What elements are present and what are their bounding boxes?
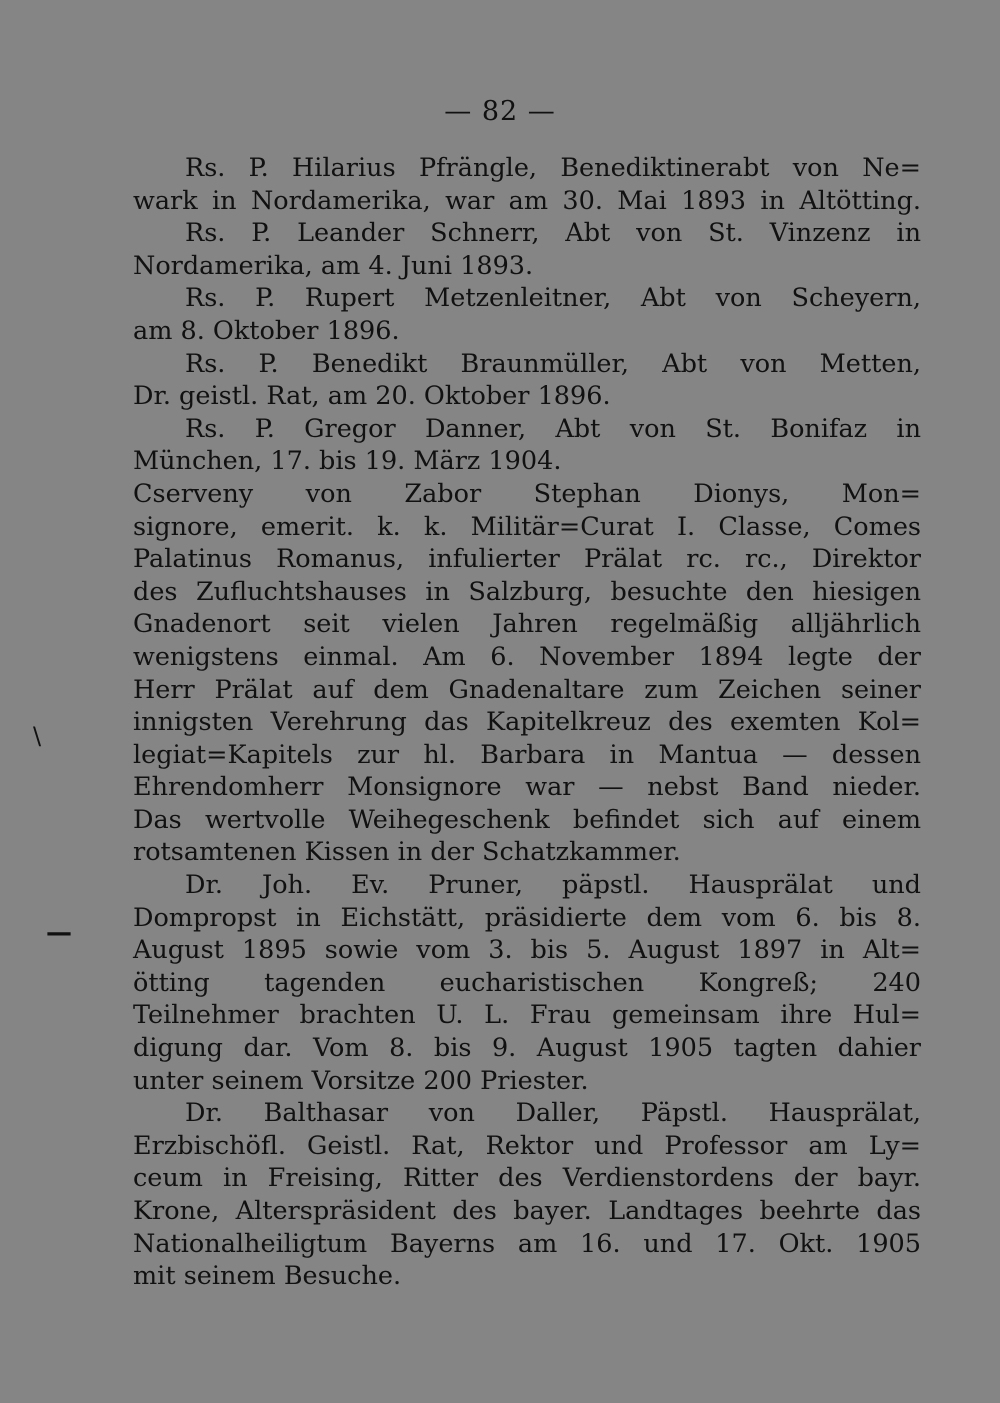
margin-mark: — [46, 918, 72, 948]
text-line: Rs. P. Leander Schnerr, Abt von St. Vinzenz in [185, 218, 921, 249]
text-line: legiat=Kapitels zur hl. Barbara in Mantua — dessen [133, 739, 921, 770]
text-line: München, 17. bis 19. März 1904. [133, 446, 562, 477]
text-line: Rs. P. Gregor Danner, Abt von St. Bonifaz in [185, 413, 921, 444]
text-line: rotsamtenen Kissen in der Schatzkammer. [133, 837, 681, 868]
text-line: August 1895 sowie vom 3. bis 5. August 1897 in Alt= [133, 935, 921, 966]
text-line: Teilnehmer brachten U. L. Frau gemeinsam ihre Hul= [133, 1000, 921, 1031]
text-line: Gnadenort seit vielen Jahren regelmäßig alljährlich [133, 609, 921, 640]
text-line: signore, emerit. k. k. Militär=Curat I. Classe, Comes [133, 511, 921, 542]
body-text [133, 152, 921, 1293]
text-line: Cserveny von Zabor Stephan Dionys, Mon= [133, 478, 921, 509]
text-line: Ehrendomherr Monsignore war — nebst Band nieder. [133, 772, 921, 803]
text-line: Dr. geistl. Rat, am 20. Oktober 1896. [133, 381, 611, 412]
text-line: Palatinus Romanus, infulierter Prälat rc. rc., Direktor [133, 544, 921, 575]
margin-mark: \ [33, 722, 42, 750]
text-line: Dr. Balthasar von Daller, Päpstl. Hausprälat, [185, 1098, 921, 1129]
text-line: Dompropst in Eichstätt, präsidierte dem vom 6. bis 8. [133, 902, 921, 933]
text-line: des Zufluchtshauses in Salzburg, besuchte den hiesigen [133, 576, 921, 607]
text-line: innigsten Verehrung das Kapitelkreuz des exemten Kol= [133, 707, 921, 738]
text-line: Rs. P. Hilarius Pfrängle, Benediktinerabt von Ne= [185, 153, 921, 183]
text-line: Krone, Alterspräsident des bayer. Landtages beehrte das [133, 1196, 921, 1226]
text-line: wark in Nordamerika, war am 30. Mai 1893 in Altötting. [133, 185, 921, 216]
text-line: am 8. Oktober 1896. [133, 315, 400, 346]
text-line: Das wertvolle Weihegeschenk befindet sich auf einem [133, 804, 921, 835]
text-line: mit seinem Besuche. [133, 1261, 402, 1292]
text-line: Nordamerika, am 4. Juni 1893. [133, 250, 534, 281]
text-line: Nationalheiligtum Bayerns am 16. und 17. Okt. 1905 [133, 1228, 921, 1259]
text-line: Rs. P. Benedikt Braunmüller, Abt von Metten, [185, 348, 921, 379]
text-line: Herr Prälat auf dem Gnadenaltare zum Zeichen seiner [133, 674, 921, 705]
text-line: Erzbischöfl. Geistl. Rat, Rektor und Professor am Ly= [133, 1130, 921, 1161]
text-line: wenigstens einmal. Am 6. November 1894 legte der [133, 641, 921, 672]
text-line: digung dar. Vom 8. bis 9. August 1905 tagten dahier [133, 1033, 921, 1064]
text-line: Rs. P. Rupert Metzenleitner, Abt von Scheyern, [185, 283, 921, 314]
text-line: unter seinem Vorsitze 200 Priester. [133, 1065, 589, 1096]
text-line: Dr. Joh. Ev. Pruner, päpstl. Hausprälat und [185, 870, 921, 901]
text-line: ötting tagenden eucharistischen Kongreß; 240 [133, 967, 921, 998]
page-number: — 82 — [444, 96, 556, 127]
text-line: ceum in Freising, Ritter des Verdienstordens der bayr. [133, 1163, 921, 1194]
